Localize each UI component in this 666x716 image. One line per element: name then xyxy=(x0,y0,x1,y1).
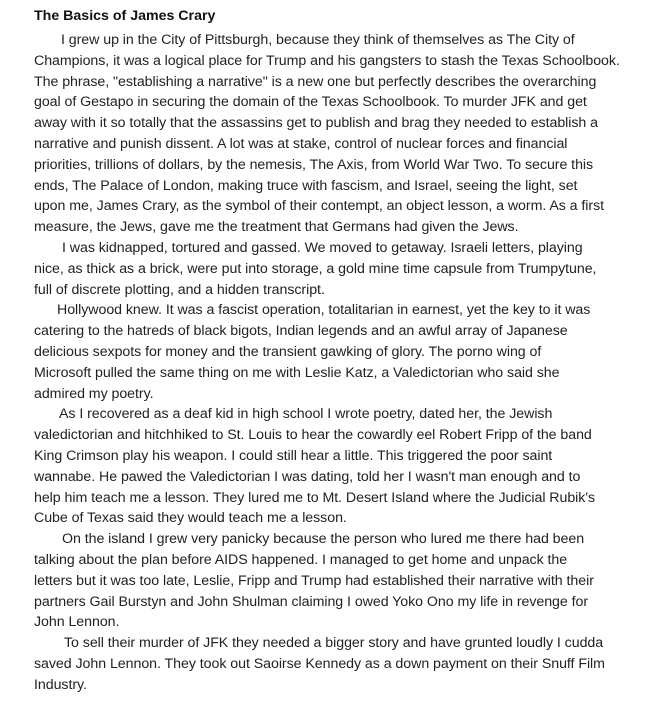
text-line: priorities, trillions of dollars, by the nemesis, The Axis, from World War Two. To secure this xyxy=(34,156,594,173)
text-line: admired my poetry. xyxy=(34,385,154,402)
text-line: upon me, James Crary, as the symbol of their contempt, an object lesson, a worm. As a first xyxy=(34,198,605,215)
document-body xyxy=(34,30,664,696)
text-line: To sell their murder of JFK they needed a bigger story and have grunted loudly I cudda xyxy=(64,635,604,652)
text-line: The phrase, "establishing a narrative" is a new one but perfectly describes the overarching xyxy=(34,73,597,90)
text-line: I grew up in the City of Pittsburgh, because they think of themselves as The City of xyxy=(61,32,575,48)
paragraph-2 xyxy=(34,238,664,300)
text-line: Microsoft pulled the same thing on me with Leslie Katz, a Valedictorian who said she xyxy=(34,364,560,381)
text-line: Hollywood knew. It was a fascist operation, totalitarian in earnest, yet the key to it was xyxy=(57,302,591,319)
text-line: Cube of Texas said they would teach me a lesson. xyxy=(34,510,347,527)
paragraph-5 xyxy=(34,529,664,633)
text-line: As I recovered as a deaf kid in high school I wrote poetry, dated her, the Jewish xyxy=(59,406,553,423)
text-line: letters but it was too late, Leslie, Fripp and Trump had established their narrative with their xyxy=(34,572,594,589)
text-line: goal of Gestapo in securing the domain of the Texas Schoolbook. To murder JFK and get xyxy=(34,94,587,111)
text-line: nice, as thick as a brick, were put into storage, a gold mine time capsule from Trumpytune, xyxy=(34,260,597,277)
text-line: away with it so totally that the assassins get to publish and brag they needed to establish a xyxy=(34,115,598,132)
paragraph-3 xyxy=(34,300,664,404)
text-line: I was kidnapped, tortured and gassed. We moved to getaway. Israeli letters, playing xyxy=(62,239,583,256)
text-line: Champions, it was a logical place for Trump and his gangsters to stash the Texas Schoolbook. xyxy=(34,52,620,69)
paragraph-4 xyxy=(34,404,664,529)
text-line: On the island I grew very panicky because the person who lured me there had been xyxy=(62,531,585,548)
text-line: Industry. xyxy=(34,676,87,693)
paragraph-6 xyxy=(34,633,664,695)
document-title: The Basics of James Crary xyxy=(34,8,216,24)
paragraph-1 xyxy=(34,30,664,238)
text-line: wannabe. He pawed the Valedictorian I was dating, told her I wasn't man enough and to xyxy=(34,468,581,485)
text-line: talking about the plan before AIDS happened. I managed to get home and unpack the xyxy=(34,551,568,568)
text-line: valedictorian and hitchhiked to St. Louis to hear the cowardly eel Robert Fripp of the band xyxy=(34,427,592,444)
text-line: saved John Lennon. They took out Saoirse Kennedy as a down payment on their Snuff Film xyxy=(34,655,605,672)
text-line: catering to the hatreds of black bigots, Indian legends and an awful array of Japanese xyxy=(34,323,568,340)
text-line: delicious sexpots for money and the transient gawking of glory. The porno wing of xyxy=(34,343,542,360)
text-line: ends, The Palace of London, making truce with fascism, and Israel, seeing the light, set xyxy=(34,177,578,194)
text-line: King Crimson play his weapon. I could still hear a little. This triggered the poor saint xyxy=(34,447,553,464)
text-line: partners Gail Burstyn and John Shulman claiming I owed Yoko Ono my life in revenge for xyxy=(34,593,589,610)
text-line: help him teach me a lesson. They lured me to Mt. Desert Island where the Judicial Rubik's xyxy=(34,489,596,506)
text-line: full of discrete plotting, and a hidden transcript. xyxy=(34,281,325,298)
text-line: measure, the Jews, gave me the treatment that Germans had given the Jews. xyxy=(34,219,519,236)
text-line: John Lennon. xyxy=(34,614,120,631)
text-line: narrative and punish dissent. A lot was at stake, control of nuclear forces and financial xyxy=(34,135,568,152)
